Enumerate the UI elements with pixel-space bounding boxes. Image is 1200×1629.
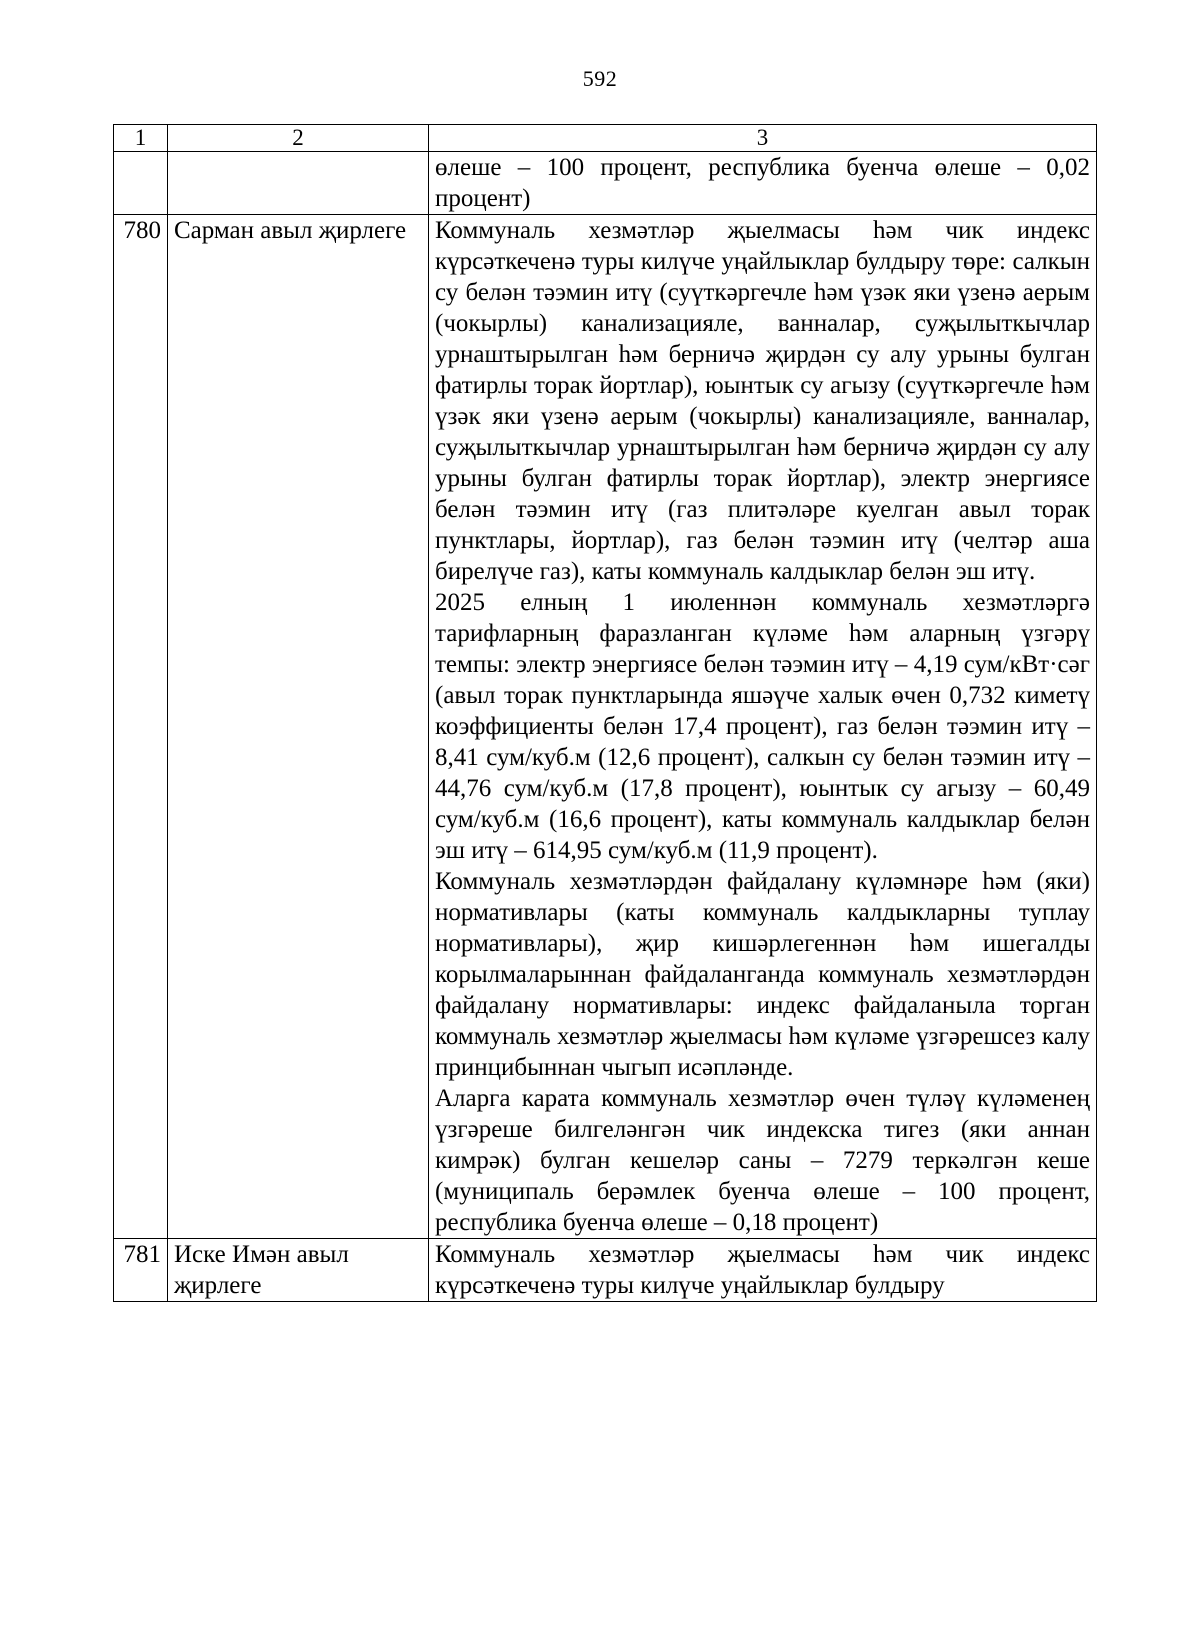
row-number: 780	[114, 215, 168, 1239]
document-table	[113, 124, 1097, 1302]
description-paragraph: Коммуналь хезмәтләрдән файдалану күләмнәре һәм (яки) нормативлары (каты коммуналь калдыкларны туплау нормативлары), җир кишәрлегеннән һәм ишегалды корылмаларыннан файдаланганда коммуналь хезмәтләрдән файдалану нормативлары: индекс файдаланыла торган коммуналь хезмәтләр җыелмасы һәм күләме үзгәрешсез калу принцибыннан чыгып исәпләнде.	[435, 868, 1090, 1081]
settlement-name: Сарман авыл җирлеге	[168, 215, 429, 1239]
description-paragraph: Аларга карата коммуналь хезмәтләр өчен түләү күләменең үзгәреше билгеләнгән чик индекска тигез (яки аннан кимрәк) булган кешеләр саны – 7279 теркәлгән кеше (муниципаль берәмлек буенча өлеше – 100 процент, республика буенча өлеше – 0,18 процент)	[435, 1085, 1090, 1236]
settlement-name: Иске Имән авыл җирлеге	[168, 1239, 429, 1302]
row-number	[114, 152, 168, 215]
settlement-name	[168, 152, 429, 215]
column-header-3: 3	[429, 125, 1097, 152]
column-header-2: 2	[168, 125, 429, 152]
row-number: 781	[114, 1239, 168, 1302]
table-row	[114, 1239, 1097, 1302]
row-description	[429, 215, 1097, 1239]
description-paragraph: 2025 елның 1 июленнән коммуналь хезмәтләргә тарифларның фаразланган күләме һәм аларның үзгәрү темпы: электр энергиясе белән тәэмин итү – 4,19 сум/кВт·сәг (авыл торак пунктларында яшәүче халык өчен 0,732 киметү коэффициенты белән 17,4 процент), газ белән тәэмин итү – 8,41 сум/куб.м (12,6 процент), салкын су белән тәэмин итү – 44,76 сум/куб.м (17,8 процент), юынтык су агызу – 60,49 сум/куб.м (16,6 процент), каты коммуналь калдыклар белән эш итү – 614,95 сум/куб.м (11,9 процент).	[435, 589, 1090, 864]
description-paragraph: Коммуналь хезмәтләр җыелмасы һәм чик индекс күрсәткеченә туры килүче уңайлыклар булдыру	[435, 1241, 1090, 1299]
description-paragraph: Коммуналь хезмәтләр җыелмасы һәм чик индекс күрсәткеченә туры килүче уңайлыклар булдыру төре: салкын су белән тәэмин итү (суүткәргечле һәм үзәк яки үзенә аерым (чокырлы) канализацияле, ванналар, суҗылыткычлар урнаштырылган һәм берничә җирдән су алу урыны булган фатирлы торак йортлар), юынтык су агызу (суүткәргечле һәм үзәк яки үзенә аерым (чокырлы) канализацияле, ванналар, суҗылыткычлар урнаштырылган һәм берничә җирдән су алу урыны булган фатирлы торак йортлар), электр энергиясе белән тәэмин итү (газ плитәләре куелган авыл торак пунктлары, йортлар), газ белән тәэмин итү (челтәр аша бирелүче газ), каты коммуналь калдыклар белән эш итү.	[435, 217, 1090, 585]
row-description	[429, 1239, 1097, 1302]
row-description	[429, 152, 1097, 215]
table-row	[114, 152, 1097, 215]
page-number: 592	[582, 66, 618, 91]
header-row	[114, 125, 1097, 152]
column-header-1: 1	[114, 125, 168, 152]
description-paragraph: өлеше – 100 процент, республика буенча өлеше – 0,02 процент)	[435, 154, 1090, 212]
table-row	[114, 215, 1097, 1239]
